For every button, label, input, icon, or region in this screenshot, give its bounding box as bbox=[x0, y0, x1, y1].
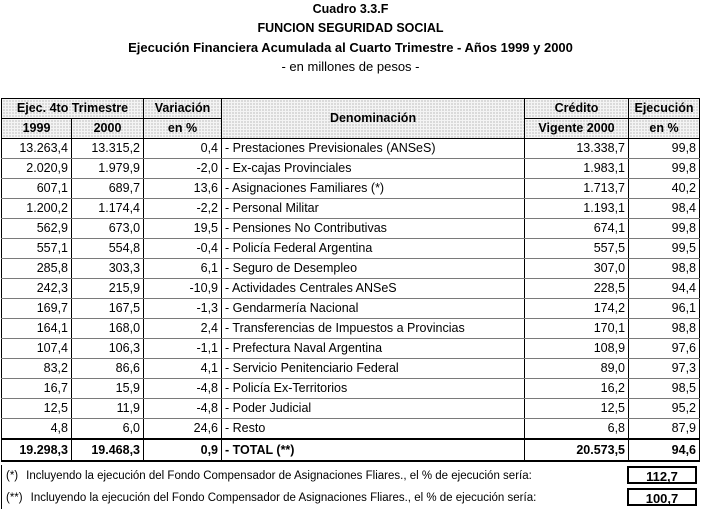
credit-cell: 307,0 bbox=[525, 259, 629, 279]
header-denominacion: Denominación bbox=[222, 99, 525, 139]
value-2000-cell: 215,9 bbox=[72, 279, 144, 299]
credit-cell: 108,9 bbox=[525, 339, 629, 359]
variation-cell: 24,6 bbox=[144, 419, 222, 440]
footnote-value: 100,7 bbox=[627, 488, 697, 506]
footnote bbox=[1, 465, 699, 487]
denomination-cell: - Pensiones No Contributivas bbox=[222, 219, 525, 239]
value-1999-cell: 12,5 bbox=[2, 399, 72, 419]
value-2000-cell: 6,0 bbox=[72, 419, 144, 440]
execution-pct-cell: 87,9 bbox=[629, 419, 700, 440]
table-row bbox=[2, 379, 700, 399]
value-2000-cell: 106,3 bbox=[72, 339, 144, 359]
execution-pct-cell: 97,3 bbox=[629, 359, 700, 379]
credit-cell: 89,0 bbox=[525, 359, 629, 379]
value-2000-cell: 689,7 bbox=[72, 179, 144, 199]
total-variation-cell: 0,9 bbox=[144, 439, 222, 461]
table-row bbox=[2, 199, 700, 219]
value-2000-cell: 303,3 bbox=[72, 259, 144, 279]
unit-subtitle: - en millones de pesos - bbox=[281, 59, 420, 74]
variation-cell: 4,1 bbox=[144, 359, 222, 379]
header-year-2000: 2000 bbox=[72, 119, 144, 139]
variation-cell: -1,3 bbox=[144, 299, 222, 319]
value-1999-cell: 2.020,9 bbox=[2, 159, 72, 179]
variation-cell: -2,0 bbox=[144, 159, 222, 179]
credit-cell: 228,5 bbox=[525, 279, 629, 299]
header-variacion: Variación bbox=[144, 99, 222, 119]
denomination-cell: - Resto bbox=[222, 419, 525, 440]
variation-cell: -10,9 bbox=[144, 279, 222, 299]
value-1999-cell: 607,1 bbox=[2, 179, 72, 199]
value-1999-cell: 242,3 bbox=[2, 279, 72, 299]
value-1999-cell: 557,1 bbox=[2, 239, 72, 259]
header-year-1999: 1999 bbox=[2, 119, 72, 139]
value-1999-cell: 169,7 bbox=[2, 299, 72, 319]
denomination-cell: - Servicio Penitenciario Federal bbox=[222, 359, 525, 379]
value-1999-cell: 4,8 bbox=[2, 419, 72, 440]
total-execution-pct-cell: 94,6 bbox=[629, 439, 700, 461]
denomination-cell: - Gendarmería Nacional bbox=[222, 299, 525, 319]
footnote-text bbox=[1, 465, 625, 487]
execution-pct-cell: 95,2 bbox=[629, 399, 700, 419]
credit-cell: 6,8 bbox=[525, 419, 629, 440]
value-2000-cell: 168,0 bbox=[72, 319, 144, 339]
value-1999-cell: 285,8 bbox=[2, 259, 72, 279]
table-row bbox=[2, 359, 700, 379]
variation-cell: -4,8 bbox=[144, 379, 222, 399]
credit-cell: 16,2 bbox=[525, 379, 629, 399]
table-row bbox=[2, 139, 700, 159]
header-credito: Crédito bbox=[525, 99, 629, 119]
table-row bbox=[2, 319, 700, 339]
table-row bbox=[2, 279, 700, 299]
footnote-body: Incluyendo la ejecución del Fondo Compensador de Asignaciones Fliares., el % de ejecución sería: bbox=[26, 470, 532, 482]
table-number: Cuadro 3.3.F bbox=[312, 2, 389, 16]
footnote-mark: (*) bbox=[6, 470, 19, 482]
value-2000-cell: 554,8 bbox=[72, 239, 144, 259]
header-credito-sub: Vigente 2000 bbox=[525, 119, 629, 139]
footnote-mark: (**) bbox=[6, 492, 23, 504]
value-1999-cell: 16,7 bbox=[2, 379, 72, 399]
credit-cell: 174,2 bbox=[525, 299, 629, 319]
execution-pct-cell: 99,8 bbox=[629, 219, 700, 239]
value-1999-cell: 164,1 bbox=[2, 319, 72, 339]
execution-pct-cell: 98,8 bbox=[629, 259, 700, 279]
footnote-text bbox=[1, 487, 625, 509]
table-row bbox=[2, 399, 700, 419]
total-value-1999-cell: 19.298,3 bbox=[2, 439, 72, 461]
table-row bbox=[2, 259, 700, 279]
value-1999-cell: 83,2 bbox=[2, 359, 72, 379]
value-1999-cell: 1.200,2 bbox=[2, 199, 72, 219]
variation-cell: -0,4 bbox=[144, 239, 222, 259]
table-row bbox=[2, 239, 700, 259]
value-2000-cell: 1.174,4 bbox=[72, 199, 144, 219]
execution-pct-cell: 98,8 bbox=[629, 319, 700, 339]
variation-cell: 2,4 bbox=[144, 319, 222, 339]
value-1999-cell: 562,9 bbox=[2, 219, 72, 239]
denomination-cell: - Policía Ex-Territorios bbox=[222, 379, 525, 399]
credit-cell: 674,1 bbox=[525, 219, 629, 239]
variation-cell: 0,4 bbox=[144, 139, 222, 159]
credit-cell: 1.713,7 bbox=[525, 179, 629, 199]
execution-pct-cell: 99,5 bbox=[629, 239, 700, 259]
total-value-2000-cell: 19.468,3 bbox=[72, 439, 144, 461]
execution-pct-cell: 99,8 bbox=[629, 159, 700, 179]
table-row bbox=[2, 159, 700, 179]
execution-pct-cell: 98,5 bbox=[629, 379, 700, 399]
total-credit-cell: 20.573,5 bbox=[525, 439, 629, 461]
footnote-value: 112,7 bbox=[627, 466, 697, 484]
value-2000-cell: 13.315,2 bbox=[72, 139, 144, 159]
value-2000-cell: 15,9 bbox=[72, 379, 144, 399]
value-2000-cell: 167,5 bbox=[72, 299, 144, 319]
header-row-1 bbox=[2, 99, 700, 119]
variation-cell: -1,1 bbox=[144, 339, 222, 359]
header-ejecucion-unit: en % bbox=[629, 119, 700, 139]
table-row bbox=[2, 179, 700, 199]
denomination-cell: - Poder Judicial bbox=[222, 399, 525, 419]
execution-pct-cell: 40,2 bbox=[629, 179, 700, 199]
header-ejec: Ejec. 4to Trimestre bbox=[2, 99, 144, 119]
denomination-cell: - Transferencias de Impuestos a Provincias bbox=[222, 319, 525, 339]
footnote bbox=[1, 487, 699, 509]
credit-cell: 170,1 bbox=[525, 319, 629, 339]
credit-cell: 13.338,7 bbox=[525, 139, 629, 159]
denomination-cell: - Asignaciones Familiares (*) bbox=[222, 179, 525, 199]
execution-pct-cell: 97,6 bbox=[629, 339, 700, 359]
denomination-cell: - Prestaciones Previsionales (ANSeS) bbox=[222, 139, 525, 159]
report-title: Ejecución Financiera Acumulada al Cuarto Trimestre - Años 1999 y 2000 bbox=[128, 40, 573, 55]
credit-cell: 12,5 bbox=[525, 399, 629, 419]
function-title: FUNCION SEGURIDAD SOCIAL bbox=[257, 21, 444, 35]
value-1999-cell: 13.263,4 bbox=[2, 139, 72, 159]
variation-cell: 13,6 bbox=[144, 179, 222, 199]
value-2000-cell: 673,0 bbox=[72, 219, 144, 239]
total-denomination-cell: - TOTAL (**) bbox=[222, 439, 525, 461]
footnote-body: Incluyendo la ejecución del Fondo Compensador de Asignaciones Fliares., el % de ejecución sería: bbox=[30, 492, 537, 504]
total-row bbox=[2, 439, 700, 461]
table-row bbox=[2, 219, 700, 239]
denomination-cell: - Seguro de Desempleo bbox=[222, 259, 525, 279]
variation-cell: 19,5 bbox=[144, 219, 222, 239]
denomination-cell: - Prefectura Naval Argentina bbox=[222, 339, 525, 359]
header-ejecucion: Ejecución bbox=[629, 99, 700, 119]
credit-cell: 1.983,1 bbox=[525, 159, 629, 179]
denomination-cell: - Personal Militar bbox=[222, 199, 525, 219]
value-2000-cell: 11,9 bbox=[72, 399, 144, 419]
value-1999-cell: 107,4 bbox=[2, 339, 72, 359]
variation-cell: -2,2 bbox=[144, 199, 222, 219]
execution-table bbox=[1, 98, 700, 462]
credit-cell: 557,5 bbox=[525, 239, 629, 259]
execution-pct-cell: 98,4 bbox=[629, 199, 700, 219]
denomination-cell: - Policía Federal Argentina bbox=[222, 239, 525, 259]
execution-pct-cell: 99,8 bbox=[629, 139, 700, 159]
table-row bbox=[2, 299, 700, 319]
credit-cell: 1.193,1 bbox=[525, 199, 629, 219]
value-2000-cell: 1.979,9 bbox=[72, 159, 144, 179]
footnotes bbox=[1, 465, 699, 509]
variation-cell: -4,8 bbox=[144, 399, 222, 419]
variation-cell: 6,1 bbox=[144, 259, 222, 279]
execution-pct-cell: 94,4 bbox=[629, 279, 700, 299]
execution-pct-cell: 96,1 bbox=[629, 299, 700, 319]
header-variacion-unit: en % bbox=[144, 119, 222, 139]
title-block bbox=[0, 0, 701, 76]
table-row bbox=[2, 339, 700, 359]
denomination-cell: - Actividades Centrales ANSeS bbox=[222, 279, 525, 299]
denomination-cell: - Ex-cajas Provinciales bbox=[222, 159, 525, 179]
value-2000-cell: 86,6 bbox=[72, 359, 144, 379]
table-row bbox=[2, 419, 700, 440]
